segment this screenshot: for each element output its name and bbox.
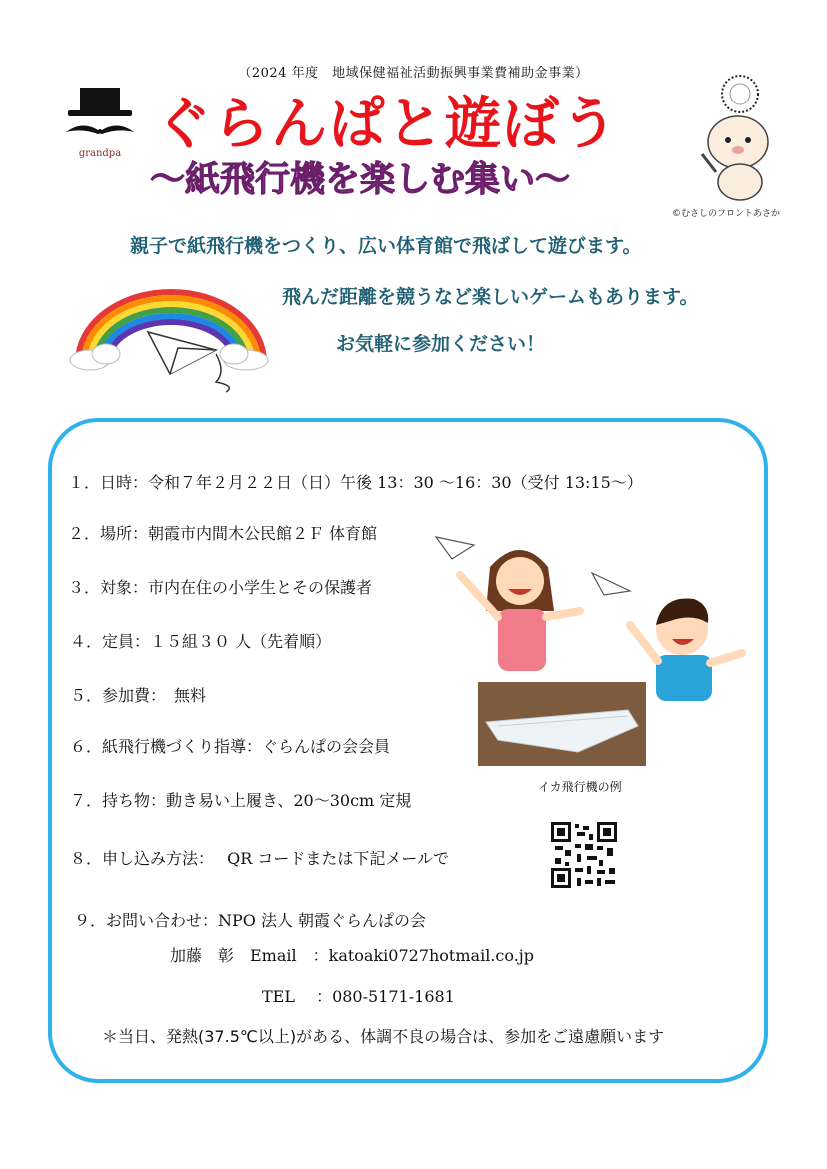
intro-line-2: 飛んだ距離を競うなど楽しいゲームもあります。	[282, 286, 699, 308]
rainbow-illustration	[66, 282, 276, 402]
grandpa-logo	[60, 84, 140, 159]
boy-figure	[630, 599, 742, 701]
photo-caption: イカ飛行機の例	[538, 780, 622, 794]
detail-instruction: ６．紙飛行機づくり指導：ぐらんぱの会会員	[70, 737, 391, 756]
detail-capacity: ４．定員：１５組３０ 人（先着順）	[70, 632, 332, 651]
intro-line-1: 親子で紙飛行機をつくり、広い体育館で飛ばして遊びます。	[130, 235, 642, 257]
detail-location: ２．場所：朝霞市内間木公民館２Ｆ 体育館	[68, 524, 378, 543]
detail-fee: ５．参加費： 無料	[70, 686, 207, 705]
girl-figure	[460, 550, 580, 671]
detail-contact: ９．お問い合わせ：NPO 法人 朝霞ぐらんぱの会	[74, 911, 427, 930]
squid-plane-photo	[478, 682, 646, 766]
detail-application: ８．申し込み方法： QR コードまたは下記メールで	[70, 849, 450, 868]
logo-caption: grandpa	[78, 148, 122, 159]
subsidy-line: （2024 年度 地域保健福祉活動振興事業費補助金事業）	[238, 66, 589, 81]
character-credit: ©むさしのフロントあさか	[672, 209, 781, 219]
detail-belongings: ７．持ち物：動き易い上履き、20～30cm 定規	[70, 791, 412, 810]
health-notice: ＊当日、発熱(37.5℃以上)がある、体調不良の場合は、参加をご遠慮願います	[102, 1027, 665, 1046]
mascot-illustration	[690, 64, 790, 204]
intro-line-3: お気軽に参加ください！	[336, 333, 546, 355]
contact-email[interactable]: 加藤 彰 Email ：katoaki0727hotmail.co.jp	[170, 946, 534, 965]
qr-code[interactable]	[551, 822, 617, 888]
contact-tel[interactable]: TEL ：080-5171-1681	[262, 987, 455, 1006]
page-subtitle: ～紙飛行機を楽しむ集い～	[150, 160, 571, 200]
page-title: ぐらんぱと遊ぼう	[155, 92, 619, 157]
sun-icon	[722, 76, 758, 112]
hat-mustache-icon	[60, 84, 140, 144]
detail-datetime: １．日時：令和７年２月２２日（日）午後 13：30 ～16：30（受付 13:15～）	[68, 473, 643, 492]
kids-illustration	[430, 525, 750, 705]
paper-plane-icon	[148, 332, 216, 374]
detail-target: ３．対象：市内在住の小学生とその保護者	[68, 578, 373, 597]
